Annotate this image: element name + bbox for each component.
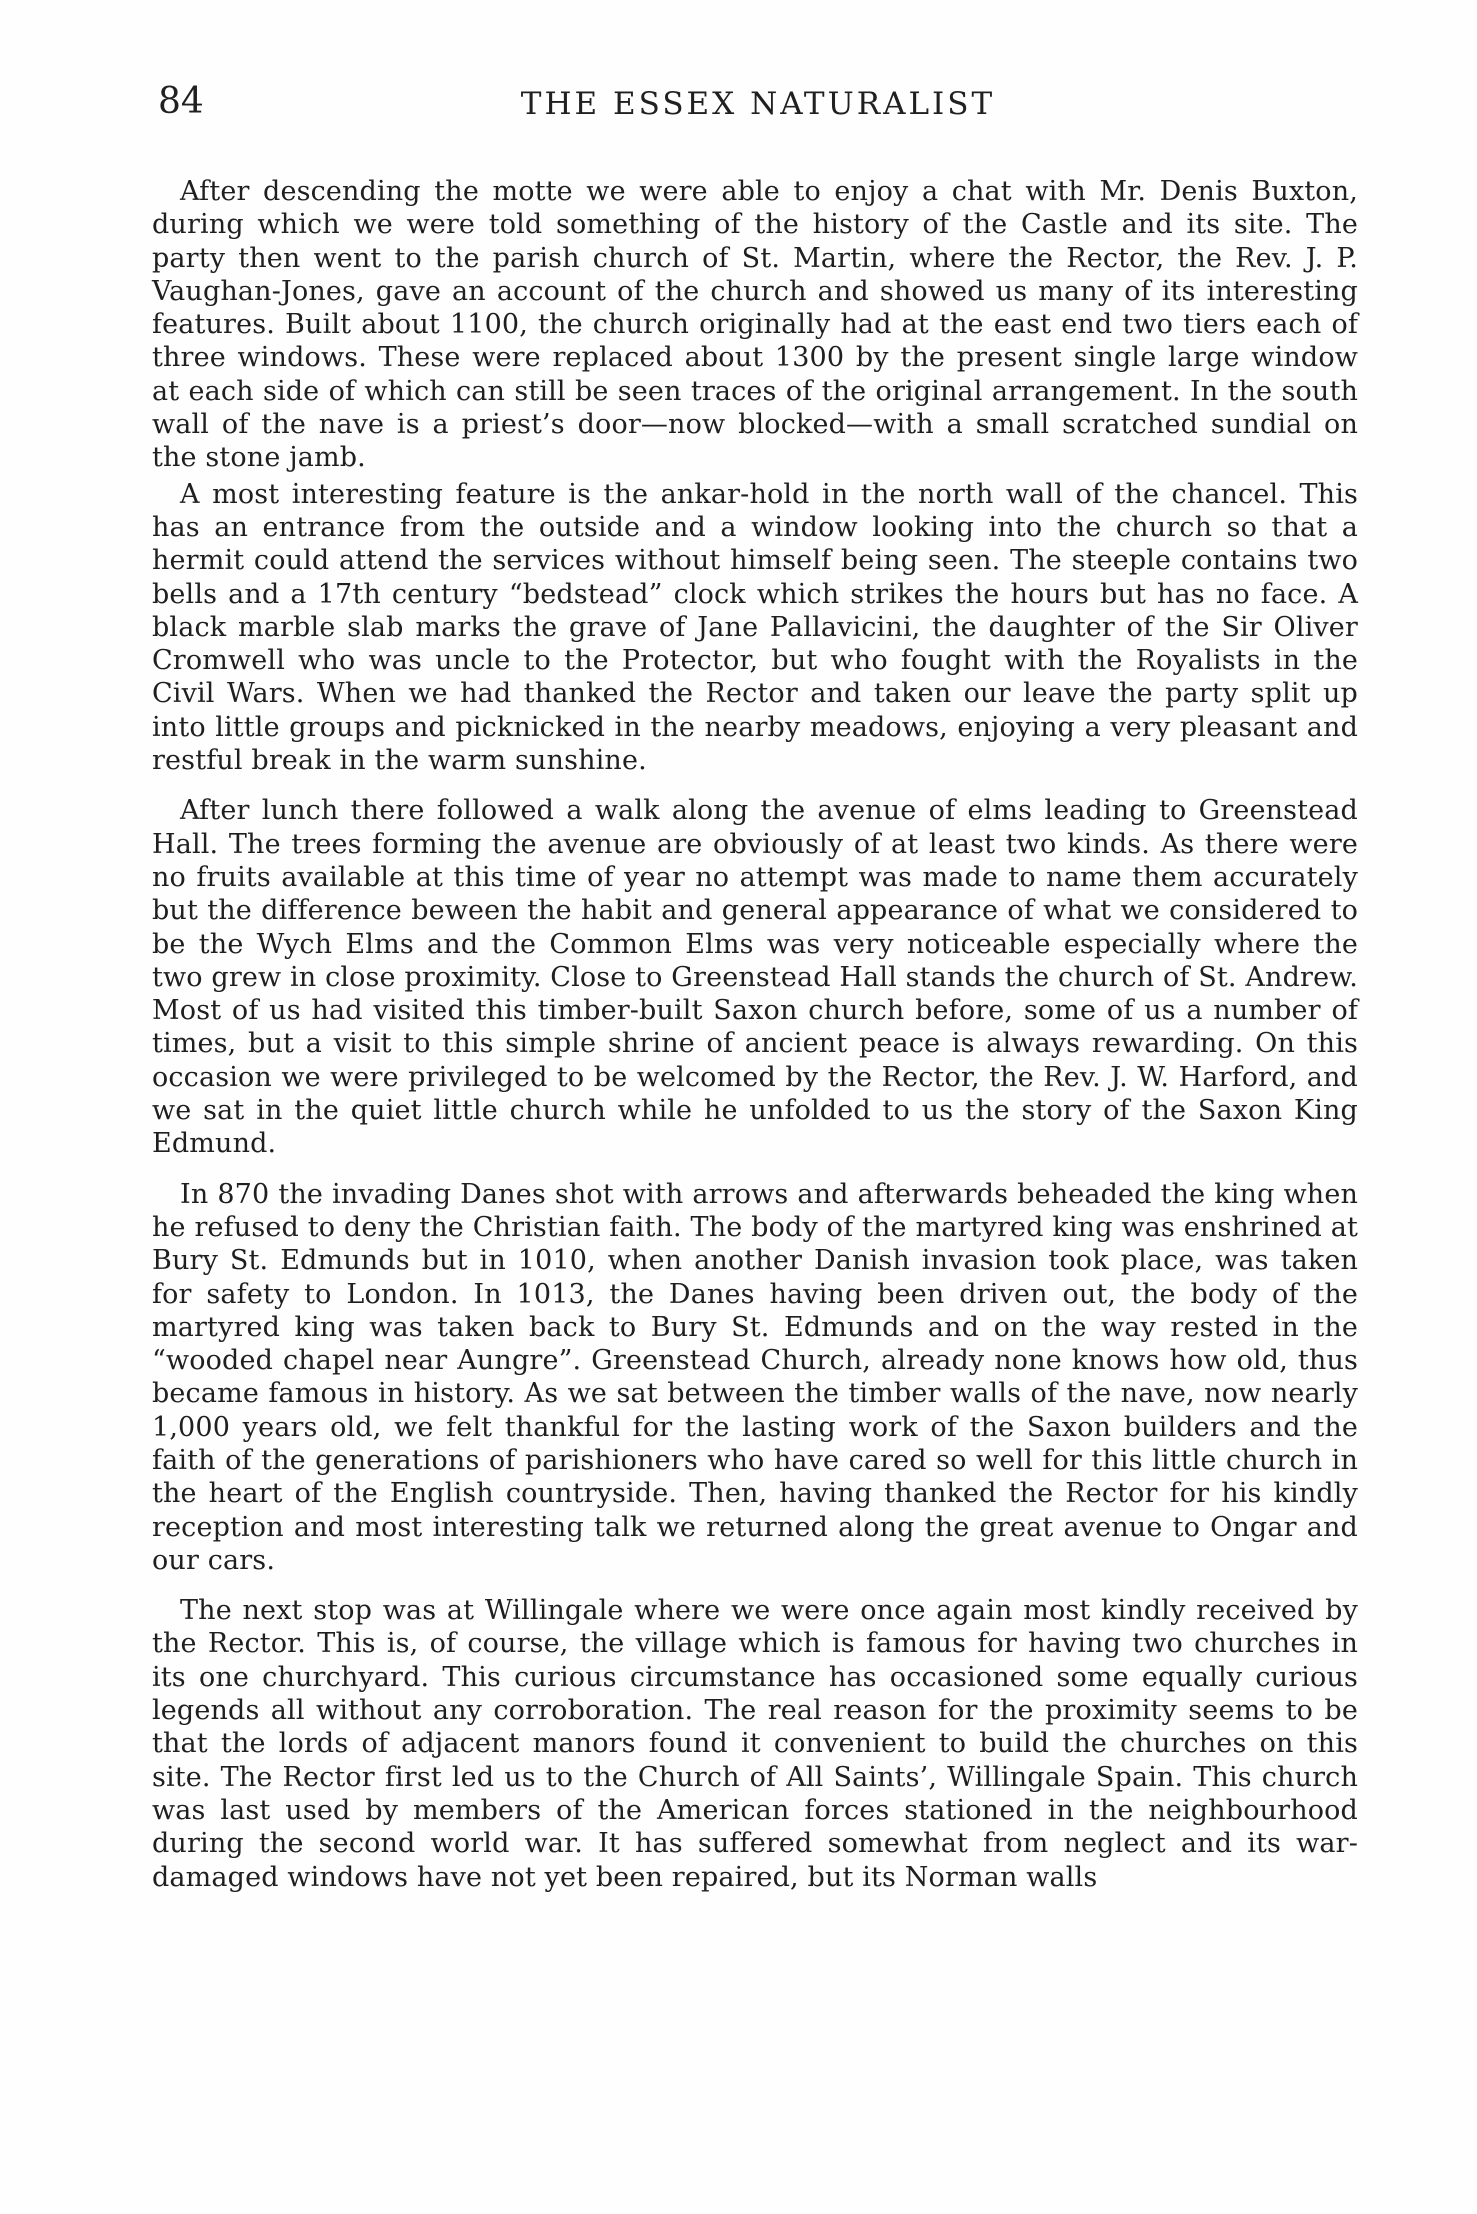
running-head: THE ESSEX NATURALIST: [520, 86, 996, 122]
page-number: 84: [158, 81, 204, 122]
paragraph-castle-visit: After descending the motte we were able to enjoy a chat with Mr. Denis Buxton, during which we were told something of the history of the Castle and its site. The party then went to the parish church of St. Martin, where the Rector, the Rev. J. P. Vaughan-Jones, gave an account of the church and showed us many of its interesting features. Built about 1100, the church originally had at the east end two tiers each of three windows. These were replaced about 1300 by the present single large window at each side of which can still be seen traces of the original arrangement. In the south wall of the nave is a priest’s door—now blocked—with a small scratched sundial on the stone jamb.: [152, 176, 1358, 474]
paragraph-king-edmund: In 870 the invading Danes shot with arrows and afterwards beheaded the king when he refused to deny the Christian faith. The body of the martyred king was enshrined at Bury St. Edmunds but in 1010, when another Danish invasion took place, was taken for safety to London. In 1013, the Danes having been driven out, the body of the martyred king was taken back to Bury St. Edmunds and on the way rested in the “wooded chapel near Aungre”. Greenstead Church, already none knows how old, thus became famous in history. As we sat between the timber walls of the nave, now nearly 1,000 years old, we felt thankful for the lasting work of the Saxon builders and the faith of the generations of parishioners who have cared so well for this little church in the heart of the English countryside. Then, having thanked the Rector for his kindly reception and most interesting talk we returned along the great avenue to Ongar and our cars.: [152, 1178, 1358, 1576]
page-header: [158, 82, 1358, 132]
body-text: [152, 175, 1358, 1894]
paragraph-willingale: The next stop was at Willingale where we were once again most kindly received by the Rector. This is, of course, the village which is famous for having two churches in its one churchyard. This curious circumstance has occasioned some equally curious legends all without any corroboration. The real reason for the proximity seems to be that the lords of adjacent manors found it convenient to build the churches on this site. The Rector first led us to the Church of All Saints’, Willingale Spain. This church was last used by members of the American forces stationed in the neighbourhood during the second world war. It has suffered somewhat from neglect and its war-damaged windows have not yet been repaired, but its Norman walls: [152, 1595, 1358, 1893]
paragraph-ankar-hold: A most interesting feature is the ankar-hold in the north wall of the chancel. This has an entrance from the outside and a window looking into the church so that a hermit could attend the services without himself being seen. The steeple contains two bells and a 17th century “bedstead” clock which strikes the hours but has no face. A black marble slab marks the grave of Jane Pallavicini, the daughter of the Sir Oliver Cromwell who was uncle to the Protector, but who fought with the Royalists in the Civil Wars. When we had thanked the Rector and taken our leave the party split up into little groups and picknicked in the nearby meadows, enjoying a very pleasant and restful break in the warm sunshine.: [152, 478, 1358, 777]
paragraph-avenue-of-elms: After lunch there followed a walk along the avenue of elms leading to Greenstead Hall. The trees forming the avenue are obviously of at least two kinds. As there were no fruits available at this time of year no attempt was made to name them accurately but the difference beween the habit and general appearance of what we considered to be the Wych Elms and the Common Elms was very noticeable especially where the two grew in close proximity. Close to Greenstead Hall stands the church of St. Andrew. Most of us had visited this timber-built Saxon church before, some of us a number of times, but a visit to this simple shrine of ancient peace is always rewarding. On this occasion we were privileged to be welcomed by the Rector, the Rev. J. W. Harford, and we sat in the quiet little church while he unfolded to us the story of the Saxon King Edmund.: [152, 795, 1358, 1160]
